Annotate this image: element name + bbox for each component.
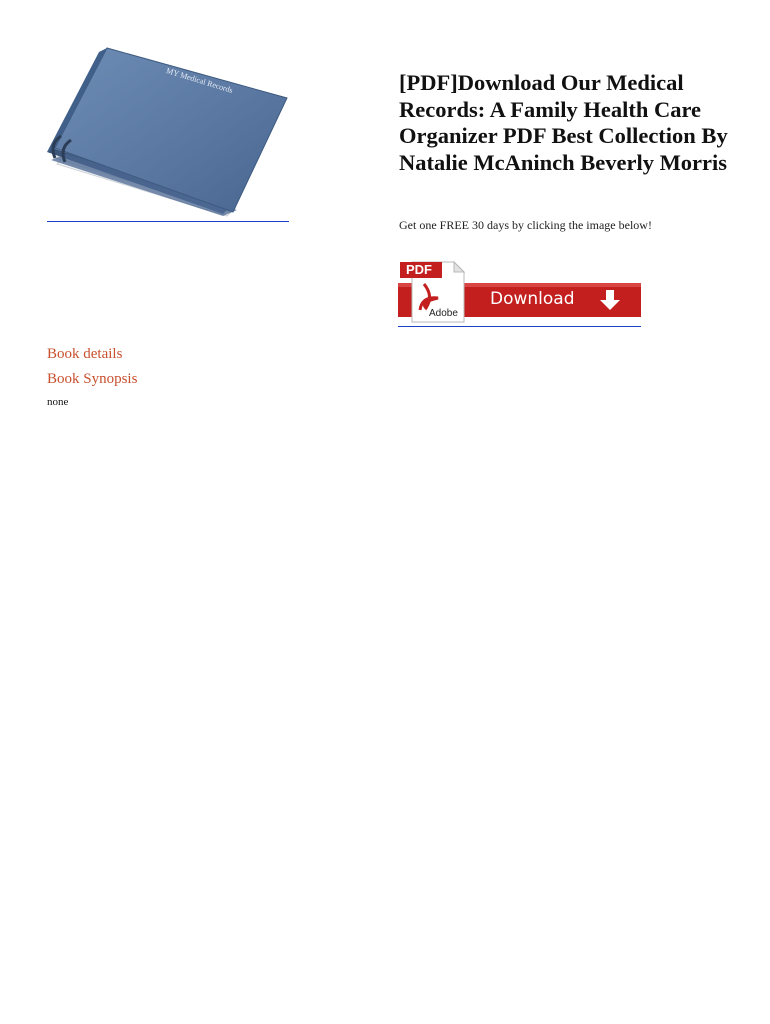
download-label: Download	[490, 289, 575, 309]
book-cover-link[interactable]	[47, 40, 289, 222]
cover-label: MY Medical Records	[165, 66, 234, 95]
synopsis-text: none	[47, 396, 69, 408]
download-button[interactable]	[398, 258, 641, 327]
promo-text: Get one FREE 30 days by clicking the image below!	[399, 218, 652, 232]
page-title: [PDF]Download Our Medical Records: A Family Health Care Organizer PDF Best Collection By Natalie McAninch Beverly Morris	[399, 70, 728, 175]
book-synopsis-heading[interactable]: Book Synopsis	[47, 371, 138, 387]
book-details-heading[interactable]: Book details	[47, 346, 123, 362]
pdf-badge-label: PDF	[406, 262, 432, 277]
adobe-label: Adobe	[429, 308, 458, 319]
arrow-down-icon	[599, 289, 621, 311]
